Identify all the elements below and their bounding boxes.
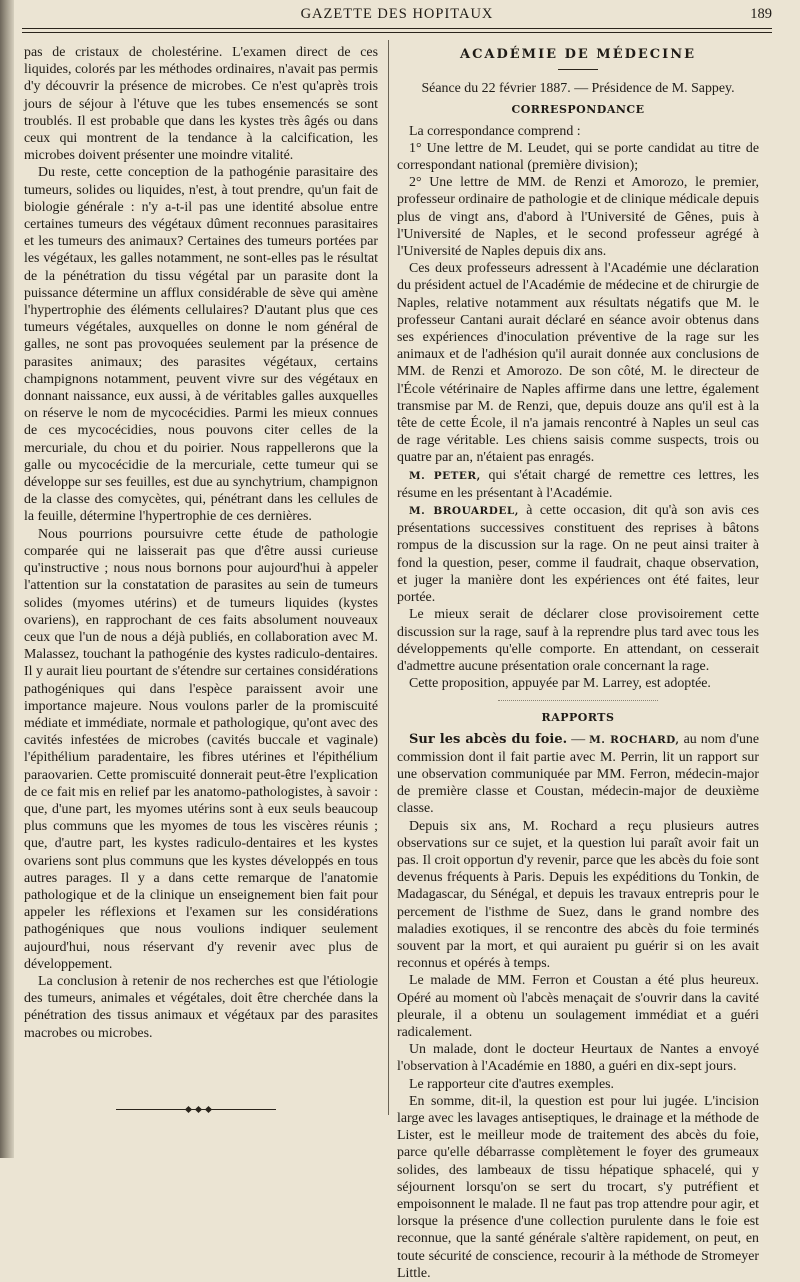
brouardel-text: à cette occasion, dit qu'à son avis ces présentations successives constituent des reprises à bâtons rompus de la discussion sur la rage. On ne peut ainsi traiter à fond la question, peser, comme il faudrait, chaque observation, et juger la manière dont les expériences ont été faites, leur portée. <box>397 503 759 606</box>
heurtaux-paragraph: Un malade, dont le docteur Heurtaux de Nantes a envoyé l'observation à l'Académie en 1880, a guéri en dix-sept jours. <box>397 1042 759 1075</box>
correspondance-heading: CORRESPONDANCE <box>511 103 645 117</box>
correspondance-intro: La correspondance comprend : <box>409 123 581 139</box>
section-title-rule <box>558 69 598 70</box>
somme-paragraph: En somme, dit-il, la question est pour lui jugée. L'incision large avec les lavages antiseptiques, le drainage et la méthode de Lister, est le meilleur mode de traitement des abcès du foie, parce qu'elle débarrasse complètement le foyer des grumeaux solides, des lambeaux de tissu hépatique sphacelé, qui y séjournent lorsqu'on se sert du trocart, s'y putréfient et empoisonnent le malade. Il ne faut pas trop attendre pour agir, et lorsque la présence d'une collection purulente dans le foie est reconnue, que la santé générale s'altère rapidement, on peut, en toute sécurité de conscience, recourir à la méthode de Stromeyer Little. <box>397 1093 759 1281</box>
rapports-heading: RAPPORTS <box>541 711 615 725</box>
left-paragraph-2: Du reste, cette conception de la pathogénie parasitaire des tumeurs, solides ou liquides, n'est, à tout prendre, qu'un fait de biologie générale : n'y a-t-il pas une identité absolue entre certaines tumeurs des végétaux dûment reconnues parasitaires et les tumeurs des animaux? Certaines des tumeurs portées par les végétaux, les galles notamment, ne sont-elles pas le résultat de la pénétration du tissu végétal par un parasite dont la puissance détermine un afflux considérable de sève qui amène l'hypertrophie des éléments cellulaires? D'autant plus que ces tumeurs végétales, auxquelles on donne le nom général de galles, ne sont pas provoquées seulement par la présence de parasites animaux; des parasites végétaux, certains champignons notamment, peuvent vivre sur des végétaux en donnant naissance, eux aussi, à de véritables galles auxquelles on réserve le nom de mycocécidies. Parmi les mieux connues de ces mycocécidies, nous pouvons citer celles de la mercuriale, du chou et du poirier. Nous rappellerons que la galle ou mycocécidie de la mercuriale, cette tumeur qui se développe sur ses feuilles, est due au synchytrium, champignon de la classe des comycètes, qui, pénétrant dans les cellules de la feuille, détermine l'hypertrophie de ces dernières. <box>24 165 378 525</box>
article-end-ornament <box>116 1107 276 1113</box>
proposition-paragraph: Cette proposition, appuyée par M. Larrey, est adoptée. <box>409 676 711 692</box>
header-rule-thin <box>22 32 772 33</box>
peter-name: M. PETER, <box>409 469 481 482</box>
brouardel-name: M. BROUARDEL, <box>409 505 519 518</box>
peter-paragraph <box>397 467 759 502</box>
correspondance-item-2: 2° Une lettre de MM. de Renzi et Amorozo, le premier, professeur ordinaire de pathologie et de clinique médicale depuis plus de vingt ans, d'abord à l'Université de Gênes, puis à l'Université de Naples, et le second professeur agrégé à l'Université de Naples depuis dix ans. <box>397 175 759 260</box>
running-header <box>22 6 772 26</box>
rapporteur-paragraph: Le rapporteur cite d'autres exemples. <box>409 1076 614 1092</box>
right-column <box>397 46 759 1282</box>
peter-text: qui s'était chargé de remettre ces lettres, les résume en les présentant à l'Académie. <box>397 467 759 501</box>
journal-title: GAZETTE DES HOPITAUX <box>300 6 494 22</box>
left-paragraph-4: La conclusion à retenir de nos recherches est que l'étiologie des tumeurs, animales et végétales, doit être cherchée dans la pénétration des tissus animaux et végétaux par des parasites macrobes ou microbes. <box>24 973 378 1041</box>
abces-paragraph <box>397 731 759 818</box>
left-column <box>24 44 378 1042</box>
page-binding-shadow <box>0 0 14 1158</box>
left-paragraph-1: pas de cristaux de cholestérine. L'examen direct de ces liquides, colorés par les méthodes ordinaires, n'avait pas permis d'y découvrir la présence de microbes. Ce n'est qu'après trois jours de séjour à l'étuve que les tubes ensemencés se sont troublés. Il est probable que dans les kystes très âgés ou dans ceux qui montrent de la tendance à la calcification, les microbes doivent présenter une moindre vitalité. <box>24 45 378 164</box>
left-paragraph-3: Nous pourrions poursuivre cette étude de pathologie comparée qui ne laisserait pas que d'être aussi curieuse qu'instructive ; nous nous bornons pour aujourd'hui à appeler l'attention sur la constatation de parasites au sein de tumeurs solides (myomes utérins) et de tumeurs liquides (kystes ovariens), en rapprochant de ces faits absolument nouveaux ceux que l'un de nous a déjà publiés, en collaboration avec M. Malassez, touchant la pathogénie des kystes radiculo-dentaires. Il y aurait lieu pourtant de s'étendre sur certaines considérations pathogéniques qui dans l'espèce paraissent avoir une importance majeure. Nous voulons parler de la promiscuité médiate et immédiate, normale et pathologique, qu'ont avec des cavités infestées de microbes (cavités buccale et vaginale) l'épithélium paradentaire, les fibres utérines et l'épithélium paraovarien. Cette promiscuité donnerait peut-être l'explication de ce fait mis en relief par les anatomo-pathologistes, à savoir : que, d'une part, les myomes utérins sont à eux seuls beaucoup plus communs que les myomes de tous les viscères réunis ; que, d'autre part, les kystes radiculo-dentaires et les kystes ovariens sont plus communs que les kystes développés en tous autres parages. Il y a dans cette remarque de l'anatomie pathologique et de la clinique un enseignement bien fait pour appeler les réflexions et l'examen sur les considérations pathogéniques que nous voulions indiquer seulement aujourd'hui, nous réservant d'y revenir avec plus de développement. <box>24 526 378 972</box>
abces-title: Sur les abcès du foie. <box>409 731 568 747</box>
abces-dash: — <box>567 731 590 747</box>
mieux-paragraph: Le mieux serait de déclarer close provisoirement cette discussion sur la rage, sauf à la reprendre plus tard avec tous les développements qu'elle comporte. En attendant, on cesserait d'admettre aucune présentation orale concernant la rage. <box>397 607 759 674</box>
page-number: 189 <box>750 6 772 22</box>
header-rule-thick <box>22 28 772 29</box>
abces-text: au nom d'une commission dont il fait partie avec M. Perrin, lit un rapport sur une observation communiquée par MM. Ferron, médecin-major de première classe et Coustan, médecin-major de deuxième classe. <box>397 731 759 817</box>
rochard-name: M. ROCHARD, <box>589 733 680 746</box>
section-separator <box>498 700 658 701</box>
column-divider <box>388 40 389 1115</box>
correspondance-item-1: 1° Une lettre de M. Leudet, qui se porte candidat au titre de correspondant national (première division); <box>397 140 759 174</box>
malade-paragraph: Le malade de MM. Ferron et Coustan a été plus heureux. Opéré au moment où l'abcès menaçait de s'ouvrir dans la cavité pleurale, il a obtenu un soulagement immédiat et a guéri radicalement. <box>397 973 759 1040</box>
professeurs-paragraph: Ces deux professeurs adressent à l'Académie une déclaration du président actuel de l'Académie de médecine et de chirurgie de Naples, relative notamment aux résultats négatifs que M. le professeur Cantani aurait déclaré en séance avoir obtenus dans ses expériences d'inoculation préventive de la rage sur les animaux et de l'adhésion qu'il aurait donnée aux conclusions de MM. de Renzi et Amorozo. De son côté, M. le directeur de l'École vétérinaire de Naples affirme dans une lettre, également transmise par M. de Renzi, que, depuis douze ans qu'il est à la tête de cette École, il n'a jamais rencontré à Naples un seul cas de rage véritable. Les chiens saisis comme suspects, trois ou quatre par an, n'étaient pas enragés. <box>397 261 759 466</box>
seance-line: Séance du 22 février 1887. — Présidence de M. Sappey. <box>421 81 735 97</box>
brouardel-paragraph <box>397 502 759 606</box>
depuis-paragraph: Depuis six ans, M. Rochard a reçu plusieurs autres observations sur ce sujet, et la question lui paraît avoir fait un pas. Il croit opportun d'y revenir, parce que les abcès du foie sont devenus fréquents à Paris. Depuis les expéditions du Tonkin, de Madagascar, du Sénégal, et depuis les travaux entrepris pour le percement de l'isthme de Suez, dans le grand nombre des maladies exotiques, il se rencontre des abcès du foie terminés souvent par la mort, et qui auraient pu guérir si on les avait reconnus et opérés à temps. <box>397 818 759 972</box>
section-title: ACADÉMIE DE MÉDECINE <box>459 47 696 62</box>
